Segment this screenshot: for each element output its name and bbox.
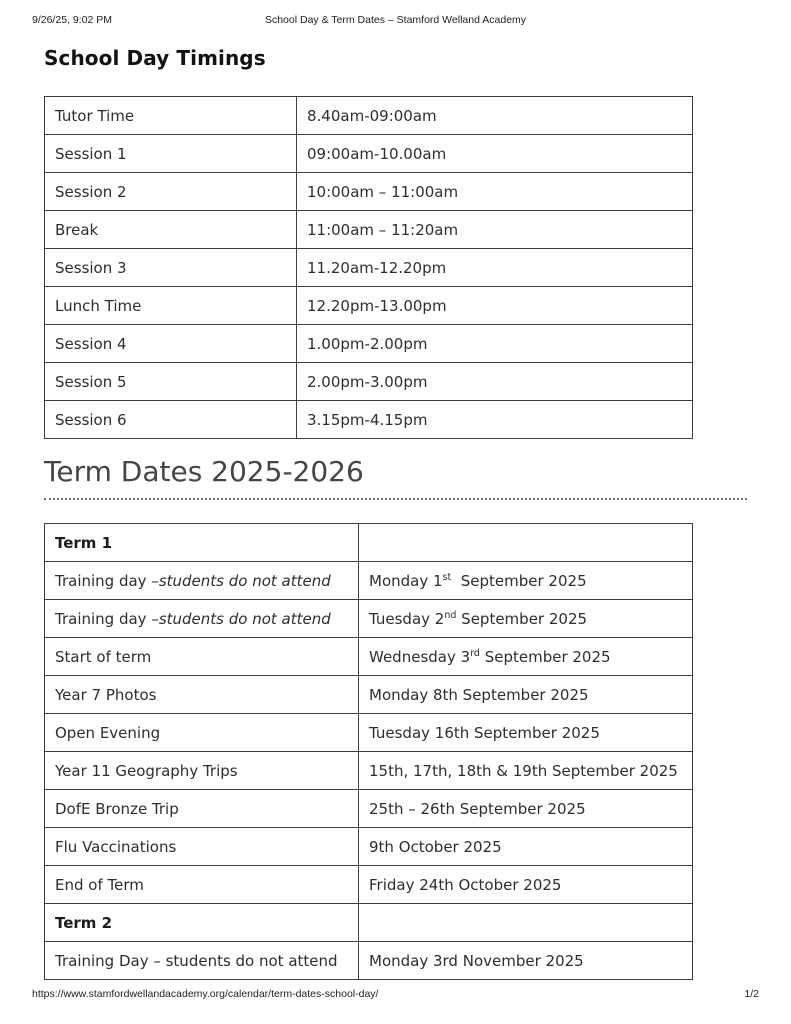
time-cell: 11.20am-12.20pm — [297, 249, 693, 287]
event-cell: Year 11 Geography Trips — [45, 752, 359, 790]
dotted-divider — [44, 489, 747, 500]
period-cell: Session 1 — [45, 135, 297, 173]
time-cell: 3.15pm-4.15pm — [297, 401, 693, 439]
empty-cell — [359, 524, 693, 562]
event-cell: Year 7 Photos — [45, 676, 359, 714]
term-event-row — [45, 562, 693, 600]
date-cell: Monday 1st September 2025 — [359, 562, 693, 600]
date-cell: Friday 24th October 2025 — [359, 866, 693, 904]
school-day-row — [45, 249, 693, 287]
date-cell: Wednesday 3rd September 2025 — [359, 638, 693, 676]
term-event-row — [45, 828, 693, 866]
date-cell: Tuesday 2nd September 2025 — [359, 600, 693, 638]
empty-cell — [359, 904, 693, 942]
period-cell: Tutor Time — [45, 97, 297, 135]
term-event-row — [45, 866, 693, 904]
event-cell: Training day –students do not attend — [45, 600, 359, 638]
school-day-table-body — [45, 97, 693, 439]
time-cell: 09:00am-10.00am — [297, 135, 693, 173]
event-cell: Flu Vaccinations — [45, 828, 359, 866]
event-cell: Training day –students do not attend — [45, 562, 359, 600]
school-day-heading: School Day Timings — [44, 46, 266, 70]
school-day-row — [45, 287, 693, 325]
date-cell: Monday 8th September 2025 — [359, 676, 693, 714]
date-cell: Monday 3rd November 2025 — [359, 942, 693, 980]
print-url: https://www.stamfordwellandacademy.org/calendar/term-dates-school-day/ — [32, 988, 379, 1000]
term-event-row — [45, 752, 693, 790]
term-event-row — [45, 600, 693, 638]
event-cell: Open Evening — [45, 714, 359, 752]
time-cell: 1.00pm-2.00pm — [297, 325, 693, 363]
term-event-row — [45, 942, 693, 980]
date-cell: Tuesday 16th September 2025 — [359, 714, 693, 752]
term-event-row — [45, 638, 693, 676]
time-cell: 10:00am – 11:00am — [297, 173, 693, 211]
period-cell: Session 4 — [45, 325, 297, 363]
period-cell: Session 5 — [45, 363, 297, 401]
school-day-row — [45, 211, 693, 249]
term-dates-table-body — [45, 524, 693, 980]
period-cell: Session 2 — [45, 173, 297, 211]
period-cell: Break — [45, 211, 297, 249]
school-day-table — [44, 96, 693, 439]
term-dates-table — [44, 523, 693, 980]
date-cell: 9th October 2025 — [359, 828, 693, 866]
page-number: 1/2 — [744, 988, 759, 1000]
time-cell: 8.40am-09:00am — [297, 97, 693, 135]
term-section-row — [45, 904, 693, 942]
date-cell: 25th – 26th September 2025 — [359, 790, 693, 828]
school-day-row — [45, 135, 693, 173]
date-cell: 15th, 17th, 18th & 19th September 2025 — [359, 752, 693, 790]
time-cell: 12.20pm-13.00pm — [297, 287, 693, 325]
term-label-cell: Term 2 — [45, 904, 359, 942]
school-day-row — [45, 363, 693, 401]
time-cell: 11:00am – 11:20am — [297, 211, 693, 249]
print-datetime: 9/26/25, 9:02 PM — [32, 14, 112, 26]
school-day-row — [45, 325, 693, 363]
period-cell: Session 3 — [45, 249, 297, 287]
event-cell: Start of term — [45, 638, 359, 676]
period-cell: Session 6 — [45, 401, 297, 439]
print-header — [32, 14, 759, 28]
school-day-row — [45, 97, 693, 135]
term-dates-heading: Term Dates 2025-2026 — [44, 455, 364, 488]
school-day-row — [45, 173, 693, 211]
event-cell: Training Day – students do not attend — [45, 942, 359, 980]
term-event-row — [45, 676, 693, 714]
term-label-cell: Term 1 — [45, 524, 359, 562]
term-event-row — [45, 790, 693, 828]
term-event-row — [45, 714, 693, 752]
event-cell: End of Term — [45, 866, 359, 904]
term-section-row — [45, 524, 693, 562]
event-cell: DofE Bronze Trip — [45, 790, 359, 828]
time-cell: 2.00pm-3.00pm — [297, 363, 693, 401]
period-cell: Lunch Time — [45, 287, 297, 325]
school-day-row — [45, 401, 693, 439]
print-doc-title: School Day & Term Dates – Stamford Welland Academy — [264, 14, 527, 26]
